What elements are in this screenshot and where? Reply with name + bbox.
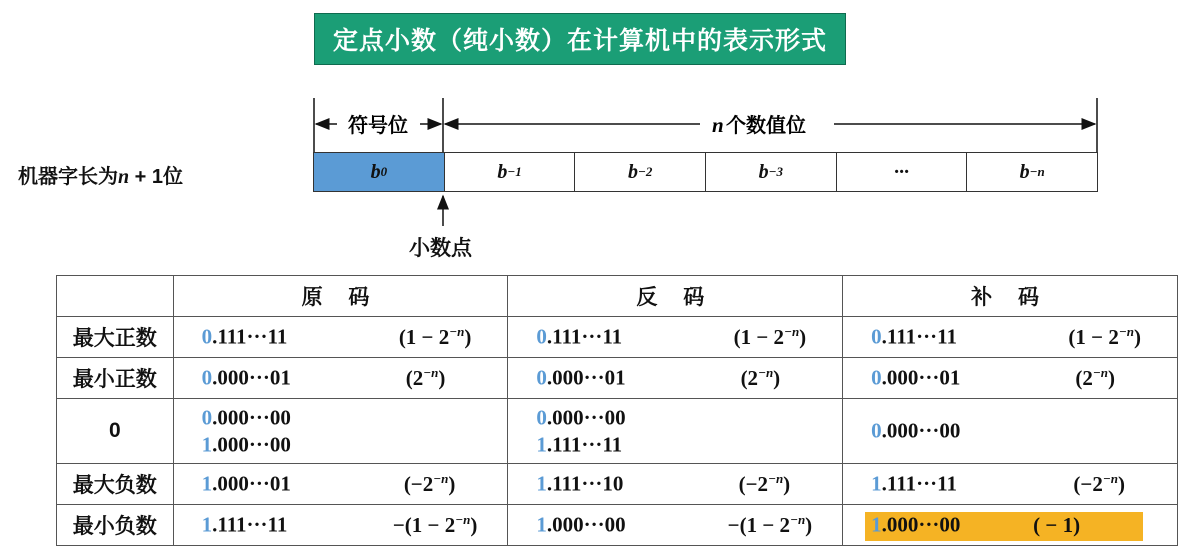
decimal-point-label: 小数点 [409, 237, 472, 260]
value-range: $(2^{-n})$ [405, 365, 446, 390]
binary-code: 0.111···11 [871, 324, 957, 349]
bit-cell: b 0 [314, 153, 444, 191]
binary-code: 1.000···01 [201, 471, 291, 496]
representation-table [56, 275, 1178, 546]
table-cell [843, 464, 1178, 505]
value-range: $-(1 - 2^{-n})$ [392, 512, 478, 537]
bit-cell: b −3 [705, 153, 836, 191]
value-range: $(2^{-n})$ [1075, 365, 1115, 390]
binary-code: 0.000···00 [536, 405, 626, 430]
table-cell [173, 358, 508, 399]
bit-cell: ··· [836, 153, 967, 191]
binary-code: 1.111···11 [536, 432, 623, 457]
value-range: $(-2^{-n})$ [738, 471, 791, 496]
table-cell [508, 464, 843, 505]
value-range: $(2^{-n})$ [740, 365, 781, 390]
value-bits-label: 个数值位 [726, 115, 806, 137]
value-bits-var: n [712, 113, 724, 137]
bit-cells-row [313, 152, 1098, 192]
value-range: ( − 1) [1033, 513, 1081, 537]
binary-code: 0.000···01 [871, 365, 961, 390]
table-cell [843, 399, 1178, 464]
table-cell [508, 399, 843, 464]
page-title: 定点小数（纯小数）在计算机中的表示形式 [314, 13, 846, 65]
value-range: $(1 - 2^{-n})$ [733, 324, 807, 349]
header-twos-complement: 补 码 [843, 276, 1178, 317]
table-cell [173, 464, 508, 505]
binary-code: 0.000···01 [536, 365, 626, 390]
bit-layout-diagram [0, 0, 1198, 270]
value-range: $-(1 - 2^{-n})$ [727, 512, 813, 537]
value-range: $(1 - 2^{-n})$ [1068, 324, 1141, 349]
binary-code: 0.000···00 [871, 418, 961, 443]
binary-code: 1.111···10 [536, 471, 624, 496]
binary-code: 1.111···11 [201, 512, 288, 537]
table-cell [173, 505, 508, 546]
binary-code: 0.111···11 [201, 324, 288, 349]
binary-code: 1.111···11 [871, 471, 957, 496]
value-range: $(-2^{-n})$ [1073, 471, 1125, 496]
table-cell [508, 317, 843, 358]
row-label: 最小负数 [57, 505, 174, 546]
header-sign-magnitude: 原 码 [173, 276, 508, 317]
table-cell [173, 399, 508, 464]
value-range: $(-2^{-n})$ [403, 471, 456, 496]
bit-cell: b −1 [444, 153, 575, 191]
table-row [57, 399, 1178, 464]
table-cell [843, 505, 1178, 546]
bit-cell: b −2 [574, 153, 705, 191]
table-row [57, 358, 1178, 399]
table-cell [843, 358, 1178, 399]
table-row [57, 505, 1178, 546]
sign-bit-label: 符号位 [348, 115, 408, 137]
table-row [57, 317, 1178, 358]
binary-code: 1.000···00 [871, 512, 961, 537]
value-range: $(1 - 2^{-n})$ [398, 324, 472, 349]
binary-code: 0.111···11 [536, 324, 623, 349]
table-cell [508, 505, 843, 546]
binary-code: 1.000···00 [536, 512, 626, 537]
table-cell [843, 317, 1178, 358]
table-cell [508, 358, 843, 399]
word-length-label: 机器字长为n + 1位 [18, 166, 184, 188]
row-label: 最小正数 [57, 358, 174, 399]
header-ones-complement: 反 码 [508, 276, 843, 317]
binary-code: 0.000···00 [201, 405, 291, 430]
row-label: 最大正数 [57, 317, 174, 358]
row-label: 最大负数 [57, 464, 174, 505]
table-row [57, 464, 1178, 505]
row-label: 0 [57, 399, 174, 464]
table-corner-cell [57, 276, 174, 317]
binary-code: 0.000···01 [201, 365, 291, 390]
bit-cell: b −n [966, 153, 1097, 191]
table-header-row [57, 276, 1178, 317]
binary-code: 1.000···00 [201, 432, 291, 457]
table-cell [173, 317, 508, 358]
